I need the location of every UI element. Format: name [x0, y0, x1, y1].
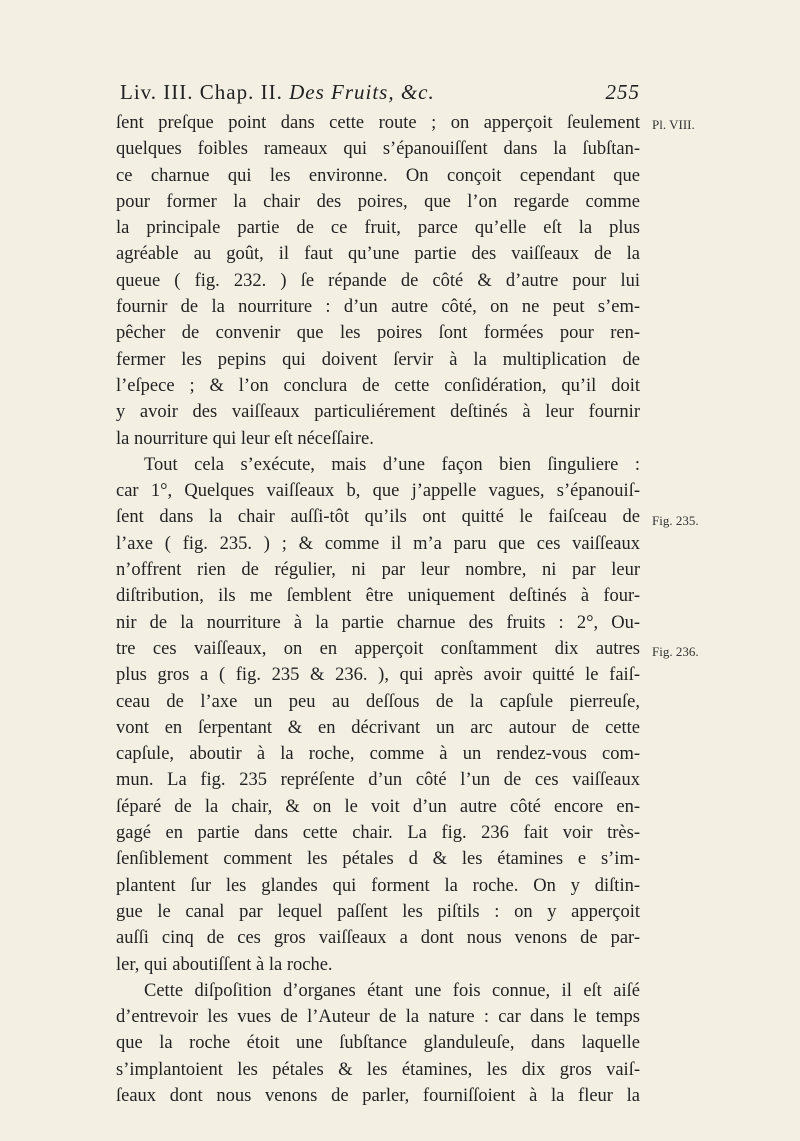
text-line: Cette diſpoſition d’organes étant une fois connue, il eſt aiſé — [144, 980, 640, 1001]
text-line: quelques foibles rameaux qui s’épanouiſſent dans la ſubſtan- — [116, 139, 640, 160]
text-line: ſéparé de la chair, & on le voit d’un autre côté encore en- — [116, 796, 640, 817]
text-line: capſule, aboutir à la roche, comme à un rendez-vous com- — [116, 744, 640, 765]
text-line: que la roche étoit une ſubſtance glanduleuſe, dans laquelle — [116, 1033, 640, 1054]
text-line: gagé en partie dans cette chair. La fig. 236 fait voir très- — [116, 823, 640, 844]
text-line: y avoir des vaiſſeaux particuliérement deſtinés à leur fournir — [116, 402, 640, 423]
text-line: diſtribution, ils me ſemblent être uniquement deſtinés à four- — [116, 586, 640, 607]
running-title: Liv. III. Chap. II. — [120, 80, 283, 104]
text-line: la nourriture qui leur eſt néceſſaire. — [116, 428, 374, 449]
text-line: plus gros a ( fig. 235 & 236. ), qui après avoir quitté le faiſ- — [116, 665, 640, 686]
text-line: agréable au goût, il faut qu’une partie des vaiſſeaux de la — [116, 244, 640, 265]
text-line: mun. La fig. 235 repréſente d’un côté l’un de ces vaiſſeaux — [116, 770, 640, 791]
text-line: queue ( fig. 232. ) ſe répande de côté & d’autre pour lui — [116, 270, 640, 291]
text-line: pêcher de convenir que les poires ſont formées pour ren- — [116, 323, 640, 344]
text-line: ceau de l’axe un peu au deſſous de la capſule pierreuſe, — [116, 691, 640, 712]
text-line: tre ces vaiſſeaux, on en apperçoit conſtamment dix autres — [116, 638, 640, 659]
text-line: plantent ſur les glandes qui forment la roche. On y diſtin- — [116, 875, 640, 896]
text-line: ler, qui aboutiſſent à la roche. — [116, 954, 333, 975]
text-line: fermer les pepins qui doivent ſervir à la multiplication de — [116, 349, 640, 370]
text-line: nir de la nourriture à la partie charnue des fruits : 2°, Ou- — [116, 612, 640, 633]
text-line: ſent preſque point dans cette route ; on apperçoit ſeulement — [116, 113, 640, 133]
text-line: ce charnue qui les environne. On conçoit cependant que — [116, 165, 640, 186]
text-line: fournir de la nourriture : d’un autre côté, on ne peut s’em- — [116, 297, 640, 318]
text-line: d’entrevoir les vues de l’Auteur de la nature : car dans le temps — [116, 1007, 640, 1028]
text-line: la principale partie de ce fruit, parce qu’elle eſt la plus — [116, 218, 640, 239]
body-text — [116, 110, 640, 1109]
section-title: Des Fruits, &c. — [289, 80, 435, 104]
margin-note-plate: Pl. VIII. — [652, 117, 695, 132]
text-line: gue le canal par lequel paſſent les piſtils : on y apperçoit — [116, 901, 640, 922]
text-line: n’offrent rien de régulier, ni par leur nombre, ni par leur — [116, 560, 640, 581]
margin-note-fig-236: Fig. 236. — [652, 644, 699, 659]
text-line: car 1°, Quelques vaiſſeaux b, que j’appelle vagues, s’épanouiſ- — [116, 481, 640, 502]
text-line: ſent dans la chair auſſi-tôt qu’ils ont quitté le faiſceau de — [116, 507, 640, 528]
text-line: vont en ſerpentant & en décrivant un arc autour de cette — [116, 717, 640, 738]
margin-note-fig-235: Fig. 235. — [652, 513, 699, 528]
page-number: 255 — [605, 80, 640, 104]
running-header — [120, 80, 640, 110]
text-line: pour former la chair des poires, que l’on regarde comme — [116, 191, 640, 212]
text-line: l’axe ( fig. 235. ) ; & comme il m’a paru que ces vaiſſeaux — [116, 533, 640, 554]
text-line: l’eſpece ; & l’on conclura de cette conſidération, qu’il doit — [116, 375, 640, 396]
text-line: auſſi cinq de ces gros vaiſſeaux a dont nous venons de par- — [116, 928, 640, 949]
text-line: s’implantoient les pétales & les étamines, les dix gros vaiſ- — [116, 1059, 640, 1080]
text-line: Tout cela s’exécute, mais d’une façon bien ſinguliere : — [144, 454, 640, 475]
text-line: ſenſiblement comment les pétales d & les étamines e s’im- — [116, 849, 640, 870]
text-line: ſeaux dont nous venons de parler, fourniſſoient à la fleur la — [116, 1085, 640, 1106]
